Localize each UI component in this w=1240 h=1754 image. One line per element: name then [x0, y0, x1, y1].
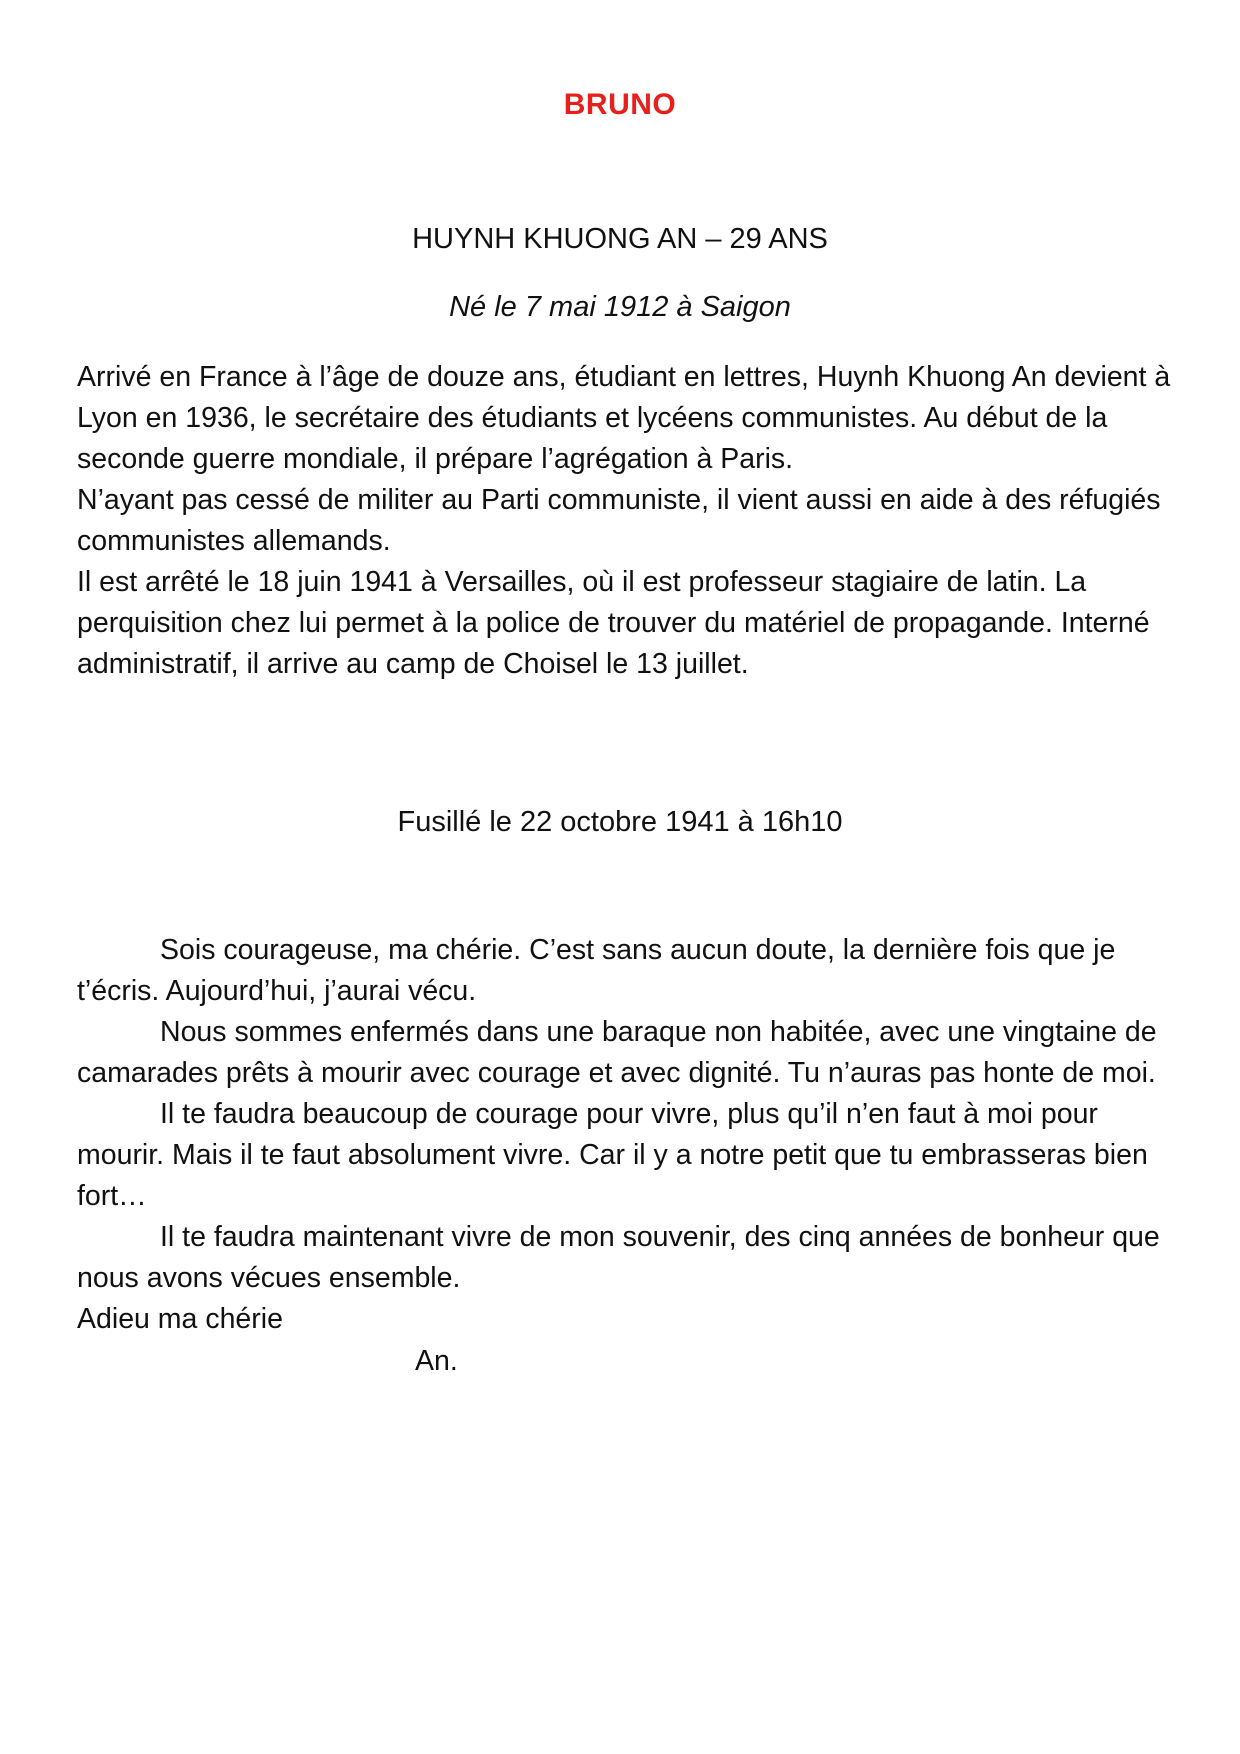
- birth-info: Né le 7 mai 1912 à Saigon: [449, 291, 791, 323]
- bio-paragraph: N’ayant pas cessé de militer au Parti communiste, il vient aussi en aide à des réfugiés communistes allemands.: [77, 484, 1161, 557]
- letter-paragraph: Il te faudra maintenant vivre de mon souvenir, des cinq années de bonheur que nous avons vécues ensemble.: [77, 1221, 1160, 1294]
- letter-signature: An.: [415, 1345, 458, 1377]
- person-name-age: HUYNH KHUONG AN – 29 ANS: [412, 223, 828, 255]
- letter-paragraph: Sois courageuse, ma chérie. C’est sans aucun doute, la dernière fois que je t’écris. Aujourd’hui, j’aurai vécu.: [77, 934, 1116, 1007]
- letter-paragraph: Il te faudra beaucoup de courage pour vivre, plus qu’il n’en faut à moi pour mourir. Mais il te faut absolument vivre. Car il y a notre petit que tu embrasseras bien fort…: [77, 1098, 1148, 1212]
- letter-closing: Adieu ma chérie: [77, 1303, 283, 1335]
- farewell-letter: [77, 930, 1177, 1382]
- document-label: BRUNO: [563, 88, 677, 121]
- biography: [77, 357, 1177, 685]
- bio-paragraph: Arrivé en France à l’âge de douze ans, étudiant en lettres, Huynh Khuong An devient à Lyon en 1936, le secrétaire des étudiants et lycéens communistes. Au début de la seconde guerre mondiale, il prépare l’agrégation à Paris.: [77, 361, 1171, 475]
- bio-paragraph: Il est arrêté le 18 juin 1941 à Versailles, où il est professeur stagiaire de latin. La perquisition chez lui permet à la police de trouver du matériel de propagande. Interné administratif, il arrive au camp de Choisel le 13 juillet.: [77, 566, 1150, 680]
- letter-paragraph: Nous sommes enfermés dans une baraque non habitée, avec une vingtaine de camarades prêts à mourir avec courage et avec dignité. Tu n’auras pas honte de moi.: [77, 1016, 1157, 1089]
- death-info: Fusillé le 22 octobre 1941 à 16h10: [397, 806, 843, 838]
